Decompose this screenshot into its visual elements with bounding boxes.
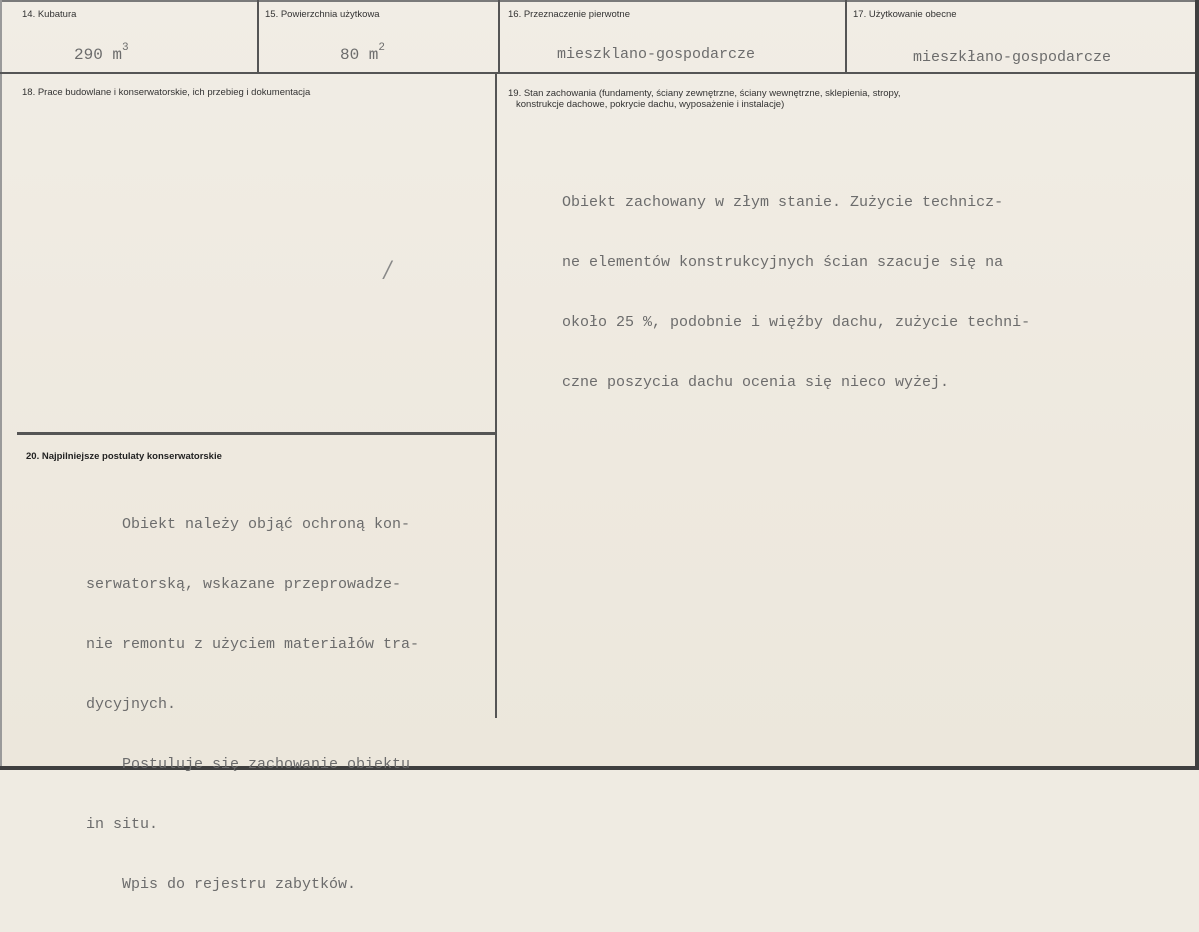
field-14-value: 290 $m^3$ <box>74 42 129 64</box>
field-15-unit-sup: 2 <box>378 42 386 54</box>
field-15-value: 80 $m^2$ <box>340 42 386 64</box>
field-20-line: dycyjnych. <box>86 696 177 713</box>
field-17-value: mieszkłano-gospodarcze <box>913 49 1112 66</box>
field-16-label: 16. Przeznaczenie pierwotne <box>508 9 630 20</box>
field-20-line: Obiekt należy objąć ochroną kon- <box>86 516 411 533</box>
card-left-edge <box>0 0 2 770</box>
field-19-text <box>562 156 1030 430</box>
divider-18-20 <box>17 432 495 435</box>
field-16-value: mieszklano-gospodarcze <box>557 46 756 63</box>
field-17-label: 17. Użytkowanie obecne <box>853 9 957 20</box>
divider-15-16 <box>498 0 500 72</box>
field-19-label-line2: konstrukcje dachowe, pokrycie dachu, wyposażenie i instalacje) <box>516 99 785 110</box>
field-20-line: nie remontu z użyciem materiałów tra- <box>86 636 420 653</box>
field-19-line: Obiekt zachowany w złym stanie. Zużycie technicz- <box>562 194 1004 211</box>
field-19-line: ne elementów konstrukcyjnych ścian szacuje się na <box>562 254 1004 271</box>
field-19-label-line1: 19. Stan zachowania (fundamenty, ściany zewnętrzne, ściany wewnętrzne, sklepienia, stropy, <box>508 88 901 99</box>
field-20-line: Wpis do rejestru zabytków. <box>86 876 357 893</box>
field-14-label: 14. Kubatura <box>22 9 77 20</box>
field-14-unit-sup: 3 <box>122 42 129 54</box>
field-18-label: 18. Prace budowlane i konserwatorskie, ich przebieg i dokumentacja <box>22 87 311 98</box>
field-20-line: Postuluje się zachowanie obiektu <box>86 756 411 773</box>
divider-14-15 <box>257 0 259 72</box>
field-20-label: 20. Najpilniejsze postulaty konserwatorskie <box>26 451 222 462</box>
field-15-label: 15. Powierzchnia użytkowa <box>265 9 380 20</box>
divider-left-right <box>495 72 497 718</box>
field-20-text <box>86 478 419 932</box>
field-20-line: in situ. <box>86 816 159 833</box>
field-20-line: serwatorską, wskazane przeprowadze- <box>86 576 402 593</box>
divider-16-17 <box>845 0 847 72</box>
pen-tick-mark: / <box>384 258 392 283</box>
field-19-line: czne poszycia dachu ocenia się nieco wyżej. <box>562 374 950 391</box>
card-right-edge <box>1195 0 1199 770</box>
field-19-line: około 25 %, podobnie i więźby dachu, zużycie techni- <box>562 314 1031 331</box>
divider-top-row <box>0 72 1195 74</box>
card-top-edge <box>0 0 1199 2</box>
